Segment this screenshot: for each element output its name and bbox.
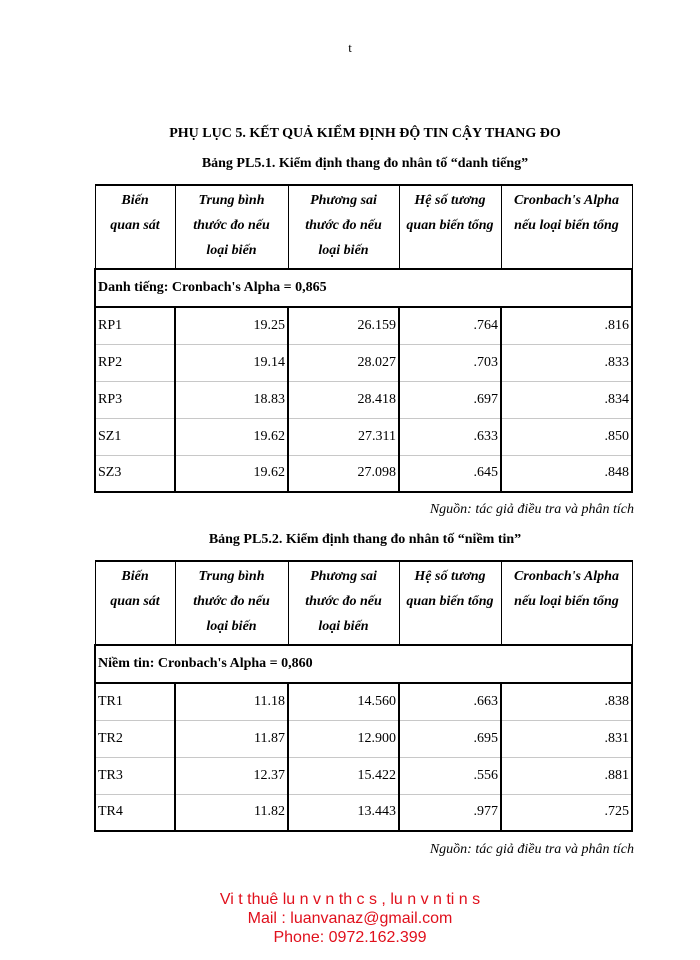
header-item-total-correlation: Hệ số tương quan biến tổng xyxy=(399,185,501,269)
cell-scale-mean: 18.83 xyxy=(175,381,288,418)
cell-correlation: .663 xyxy=(399,683,501,720)
cell-alpha: .833 xyxy=(501,344,632,381)
cell-scale-mean: 11.87 xyxy=(175,720,288,757)
footer-email: Mail : luanvanaz@gmail.com xyxy=(247,910,453,927)
cell-alpha: .834 xyxy=(501,381,632,418)
cell-variable: TR2 xyxy=(95,720,175,757)
table-row xyxy=(95,344,632,381)
header-scale-variance: Phương sai thước đo nếu loại biến xyxy=(288,185,399,269)
cell-correlation: .764 xyxy=(399,307,501,344)
cell-scale-variance: 13.443 xyxy=(288,794,399,831)
table-row xyxy=(95,455,632,492)
table-row xyxy=(95,683,632,720)
table-row xyxy=(95,381,632,418)
table-row xyxy=(95,757,632,794)
cell-scale-mean: 19.62 xyxy=(175,418,288,455)
group-label: Niềm tin: Cronbach's Alpha = 0,860 xyxy=(95,645,632,683)
table-row xyxy=(95,720,632,757)
table2-header-row xyxy=(95,561,632,645)
cell-alpha: .848 xyxy=(501,455,632,492)
header-scale-mean: Trung bình thước đo nếu loại biến xyxy=(175,185,288,269)
page-mark: t xyxy=(348,40,352,55)
header-item-total-correlation: Hệ số tương quan biến tổng xyxy=(399,561,501,645)
cell-alpha: .850 xyxy=(501,418,632,455)
cell-scale-mean: 12.37 xyxy=(175,757,288,794)
footer-service-line: Vi t thuê lu n v n th c s , lu n v n ti n s xyxy=(219,891,481,908)
cell-scale-mean: 19.14 xyxy=(175,344,288,381)
cell-scale-variance: 27.311 xyxy=(288,418,399,455)
cell-correlation: .697 xyxy=(399,381,501,418)
group-label: Danh tiếng: Cronbach's Alpha = 0,865 xyxy=(95,269,632,307)
table2 xyxy=(94,560,633,832)
table2-group-row xyxy=(95,645,632,683)
table-row xyxy=(95,418,632,455)
cell-scale-mean: 11.82 xyxy=(175,794,288,831)
cell-correlation: .703 xyxy=(399,344,501,381)
cell-alpha: .831 xyxy=(501,720,632,757)
header-scale-mean: Trung bình thước đo nếu loại biến xyxy=(175,561,288,645)
cell-correlation: .977 xyxy=(399,794,501,831)
cell-variable: SZ1 xyxy=(95,418,175,455)
cell-scale-mean: 11.18 xyxy=(175,683,288,720)
table1-group-row xyxy=(95,269,632,307)
table1-header-row xyxy=(95,185,632,269)
cell-alpha: .838 xyxy=(501,683,632,720)
header-variable: Biến quan sát xyxy=(95,561,175,645)
cell-variable: RP3 xyxy=(95,381,175,418)
table-row xyxy=(95,794,632,831)
cell-alpha: .725 xyxy=(501,794,632,831)
cell-correlation: .645 xyxy=(399,455,501,492)
cell-variable: TR3 xyxy=(95,757,175,794)
cell-scale-variance: 27.098 xyxy=(288,455,399,492)
cell-variable: TR1 xyxy=(95,683,175,720)
footer-phone: Phone: 0972.162.399 xyxy=(273,929,427,946)
cell-scale-mean: 19.62 xyxy=(175,455,288,492)
cell-variable: RP2 xyxy=(95,344,175,381)
cell-scale-mean: 19.25 xyxy=(175,307,288,344)
cell-variable: TR4 xyxy=(95,794,175,831)
cell-correlation: .633 xyxy=(399,418,501,455)
cell-variable: SZ3 xyxy=(95,455,175,492)
cell-variable: RP1 xyxy=(95,307,175,344)
cell-scale-variance: 28.418 xyxy=(288,381,399,418)
cell-scale-variance: 12.900 xyxy=(288,720,399,757)
cell-correlation: .556 xyxy=(399,757,501,794)
cell-scale-variance: 28.027 xyxy=(288,344,399,381)
table2-caption: Bảng PL5.2. Kiểm định thang đo nhân tố “niềm tin” xyxy=(208,532,522,547)
header-alpha-if-deleted: Cronbach's Alpha nếu loại biến tổng xyxy=(501,185,632,269)
cell-alpha: .881 xyxy=(501,757,632,794)
cell-correlation: .695 xyxy=(399,720,501,757)
header-alpha-if-deleted: Cronbach's Alpha nếu loại biến tổng xyxy=(501,561,632,645)
header-scale-variance: Phương sai thước đo nếu loại biến xyxy=(288,561,399,645)
table1-source: Nguồn: tác giả điều tra và phân tích xyxy=(429,502,634,517)
appendix-title: PHỤ LỤC 5. KẾT QUẢ KIỂM ĐỊNH ĐỘ TIN CẬY THANG ĐO xyxy=(169,126,561,141)
cell-scale-variance: 26.159 xyxy=(288,307,399,344)
table2-source: Nguồn: tác giả điều tra và phân tích xyxy=(429,842,634,857)
header-variable: Biến quan sát xyxy=(95,185,175,269)
table-row xyxy=(95,307,632,344)
table1-caption: Bảng PL5.1. Kiểm định thang đo nhân tố “danh tiếng” xyxy=(201,156,529,171)
table1 xyxy=(94,184,633,493)
cell-scale-variance: 14.560 xyxy=(288,683,399,720)
cell-alpha: .816 xyxy=(501,307,632,344)
cell-scale-variance: 15.422 xyxy=(288,757,399,794)
